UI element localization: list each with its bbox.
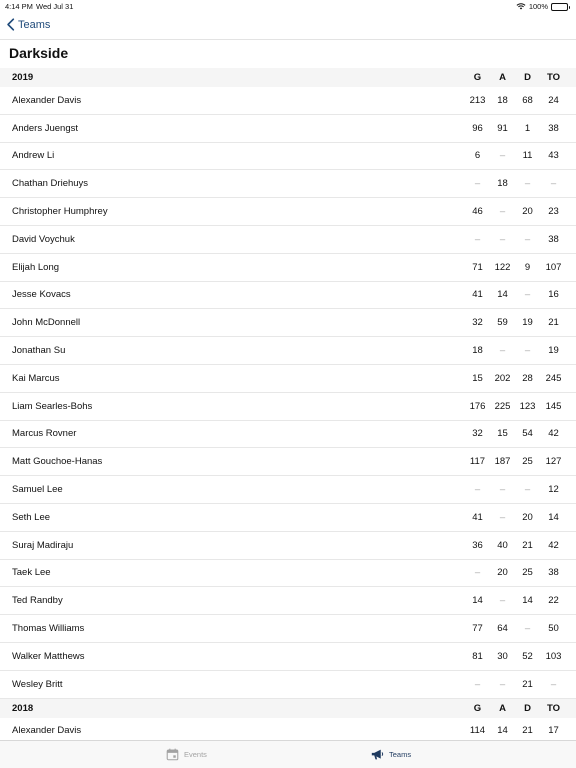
chevron-left-icon	[6, 18, 15, 31]
player-row[interactable]	[0, 587, 576, 615]
stat-a: –	[499, 150, 506, 162]
stat-to: 43	[548, 150, 559, 162]
player-row[interactable]	[0, 87, 576, 115]
navigation-bar	[0, 14, 576, 40]
stat-g: 71	[472, 261, 483, 273]
player-name: Jesse Kovacs	[12, 289, 71, 301]
stat-g: 114	[469, 725, 486, 737]
player-row[interactable]	[0, 337, 576, 365]
stat-a: –	[499, 678, 506, 690]
stat-to: 38	[548, 233, 559, 245]
section-header-2018	[0, 699, 576, 718]
stat-a: 91	[497, 122, 508, 134]
section-year: 2018	[12, 702, 34, 714]
status-time: 4:14 PM	[5, 2, 33, 11]
player-name: Walker Matthews	[12, 650, 85, 662]
stat-to: –	[550, 678, 557, 690]
stat-a: 30	[497, 650, 508, 662]
stat-to: 14	[548, 511, 559, 523]
stat-to: 245	[545, 372, 562, 384]
player-name: Elijah Long	[12, 261, 60, 273]
player-row[interactable]	[0, 198, 576, 226]
stat-g: 81	[472, 650, 483, 662]
player-row[interactable]	[0, 282, 576, 310]
stat-g: 41	[472, 289, 483, 301]
stat-to: 107	[545, 261, 562, 273]
player-name: David Voychuk	[12, 233, 75, 245]
stat-a: –	[499, 595, 506, 607]
stat-g: 32	[472, 317, 483, 329]
column-header-a: A	[499, 72, 506, 83]
stat-d: 11	[522, 150, 533, 162]
status-right	[516, 2, 568, 11]
column-header-d: D	[524, 72, 531, 83]
column-header-to: TO	[546, 72, 561, 83]
stat-d: 25	[522, 567, 533, 579]
player-row[interactable]	[0, 476, 576, 504]
player-row[interactable]	[0, 615, 576, 643]
stat-to: 21	[548, 317, 559, 329]
column-header-g: G	[473, 72, 482, 83]
stat-d: 68	[522, 94, 533, 106]
player-name: Taek Lee	[12, 567, 51, 579]
stat-to: 16	[548, 289, 559, 301]
player-row[interactable]	[0, 254, 576, 282]
player-name: Ted Randby	[12, 595, 63, 607]
stat-g: 36	[472, 539, 483, 551]
megaphone-icon	[371, 748, 384, 761]
stat-a: 59	[497, 317, 508, 329]
stat-g: –	[474, 567, 481, 579]
player-name: Samuel Lee	[12, 484, 63, 496]
stat-d: 1	[524, 122, 531, 134]
stat-a: 187	[494, 456, 511, 468]
stat-g: –	[474, 678, 481, 690]
stat-d: 54	[522, 428, 533, 440]
status-bar	[0, 0, 576, 14]
player-row[interactable]	[0, 643, 576, 671]
player-name: John McDonnell	[12, 317, 81, 329]
player-row[interactable]	[0, 365, 576, 393]
column-header-d: D	[524, 702, 531, 714]
player-row[interactable]	[0, 448, 576, 476]
stat-to: 22	[548, 595, 559, 607]
player-name: Christopher Humphrey	[12, 206, 108, 218]
player-row[interactable]	[0, 421, 576, 449]
stat-to: 23	[548, 206, 559, 218]
stat-d: 21	[522, 539, 533, 551]
stat-a: 18	[497, 94, 508, 106]
stat-to: 42	[548, 428, 559, 440]
stat-a: 14	[497, 725, 508, 737]
stat-g: –	[474, 178, 481, 190]
stat-g: 77	[472, 623, 483, 635]
player-row[interactable]	[0, 143, 576, 171]
stat-a: –	[499, 345, 506, 357]
stat-d: 25	[522, 456, 533, 468]
stat-g: 117	[469, 456, 486, 468]
stat-to: 145	[545, 400, 562, 412]
player-name: Kai Marcus	[12, 372, 60, 384]
column-header-to: TO	[546, 702, 561, 714]
player-name: Thomas Williams	[12, 623, 85, 635]
stats-list[interactable]	[0, 68, 576, 740]
stat-a: 18	[497, 178, 508, 190]
stat-d: 19	[522, 317, 533, 329]
stat-a: –	[499, 206, 506, 218]
calendar-icon	[166, 748, 179, 761]
wifi-icon	[516, 3, 526, 10]
stat-a: 225	[494, 400, 511, 412]
player-name: Alexander Davis	[12, 725, 82, 737]
stat-d: 21	[522, 725, 533, 737]
stat-a: –	[499, 233, 506, 245]
tab-events-label: Events	[184, 750, 207, 759]
stat-a: –	[499, 511, 506, 523]
player-name: Liam Searles-Bohs	[12, 400, 93, 412]
player-row[interactable]	[0, 393, 576, 421]
stat-to: 17	[548, 725, 559, 737]
stat-to: –	[550, 178, 557, 190]
stat-d: –	[524, 178, 531, 190]
player-name: Andrew Li	[12, 150, 55, 162]
stat-d: 9	[524, 261, 531, 273]
stat-a: 202	[494, 372, 511, 384]
back-button-label: Teams	[18, 18, 51, 31]
player-name: Alexander Davis	[12, 94, 82, 106]
stat-a: 64	[497, 623, 508, 635]
stat-d: 52	[522, 650, 533, 662]
tab-teams[interactable]	[371, 748, 411, 761]
player-name: Wesley Britt	[12, 678, 63, 690]
player-name: Jonathan Su	[12, 345, 66, 357]
battery-icon	[551, 3, 568, 11]
column-header-a: A	[499, 702, 506, 714]
stat-d: 21	[522, 678, 533, 690]
stat-g: 32	[472, 428, 483, 440]
stat-g: 213	[469, 94, 486, 106]
stat-g: 15	[472, 372, 483, 384]
stat-d: 14	[522, 595, 533, 607]
stat-a: 14	[497, 289, 508, 301]
player-row[interactable]	[0, 718, 576, 740]
player-row[interactable]	[0, 671, 576, 699]
player-row[interactable]	[0, 170, 576, 198]
stat-a: 40	[497, 539, 508, 551]
stat-g: 96	[472, 122, 483, 134]
battery-percent: 100%	[528, 2, 548, 11]
stat-d: –	[524, 345, 531, 357]
stat-to: 12	[548, 484, 559, 496]
section-header-2019	[0, 68, 576, 87]
stat-to: 103	[545, 650, 562, 662]
stat-d: 28	[522, 372, 533, 384]
stat-a: –	[499, 484, 506, 496]
page-title: Darkside	[9, 45, 69, 61]
stat-g: 176	[469, 400, 486, 412]
stat-a: 122	[494, 261, 511, 273]
stat-d: –	[524, 484, 531, 496]
section-year: 2019	[12, 72, 34, 83]
stat-to: 38	[548, 567, 559, 579]
stat-to: 127	[545, 456, 562, 468]
back-button[interactable]	[6, 18, 50, 31]
stat-d: –	[524, 623, 531, 635]
stat-d: –	[524, 233, 531, 245]
player-name: Marcus Rovner	[12, 428, 77, 440]
stat-to: 24	[548, 94, 559, 106]
stat-g: –	[474, 484, 481, 496]
tab-events[interactable]	[166, 748, 207, 761]
player-row[interactable]	[0, 532, 576, 560]
player-row[interactable]	[0, 560, 576, 588]
player-name: Matt Gouchoe-Hanas	[12, 456, 103, 468]
player-name: Suraj Madiraju	[12, 539, 74, 551]
player-name: Seth Lee	[12, 511, 51, 523]
stat-to: 42	[548, 539, 559, 551]
stat-a: 15	[497, 428, 508, 440]
stat-g: 18	[472, 345, 483, 357]
stat-to: 50	[548, 623, 559, 635]
stat-a: 20	[497, 567, 508, 579]
stat-g: 14	[472, 595, 483, 607]
stat-d: 123	[519, 400, 536, 412]
stat-d: 20	[522, 206, 533, 218]
stat-d: –	[524, 289, 531, 301]
stat-g: –	[474, 233, 481, 245]
player-name: Chathan Driehuys	[12, 178, 89, 190]
stat-g: 6	[474, 150, 481, 162]
player-row[interactable]	[0, 504, 576, 532]
tab-bar	[0, 740, 576, 768]
stat-g: 46	[472, 206, 483, 218]
tab-teams-label: Teams	[389, 750, 412, 759]
player-row[interactable]	[0, 309, 576, 337]
stat-to: 38	[548, 122, 559, 134]
player-row[interactable]	[0, 115, 576, 143]
stat-g: 41	[472, 511, 483, 523]
column-header-g: G	[473, 702, 482, 714]
player-name: Anders Juengst	[12, 122, 79, 134]
player-row[interactable]	[0, 226, 576, 254]
status-date: Wed Jul 31	[36, 2, 74, 11]
stat-d: 20	[522, 511, 533, 523]
stat-to: 19	[548, 345, 559, 357]
